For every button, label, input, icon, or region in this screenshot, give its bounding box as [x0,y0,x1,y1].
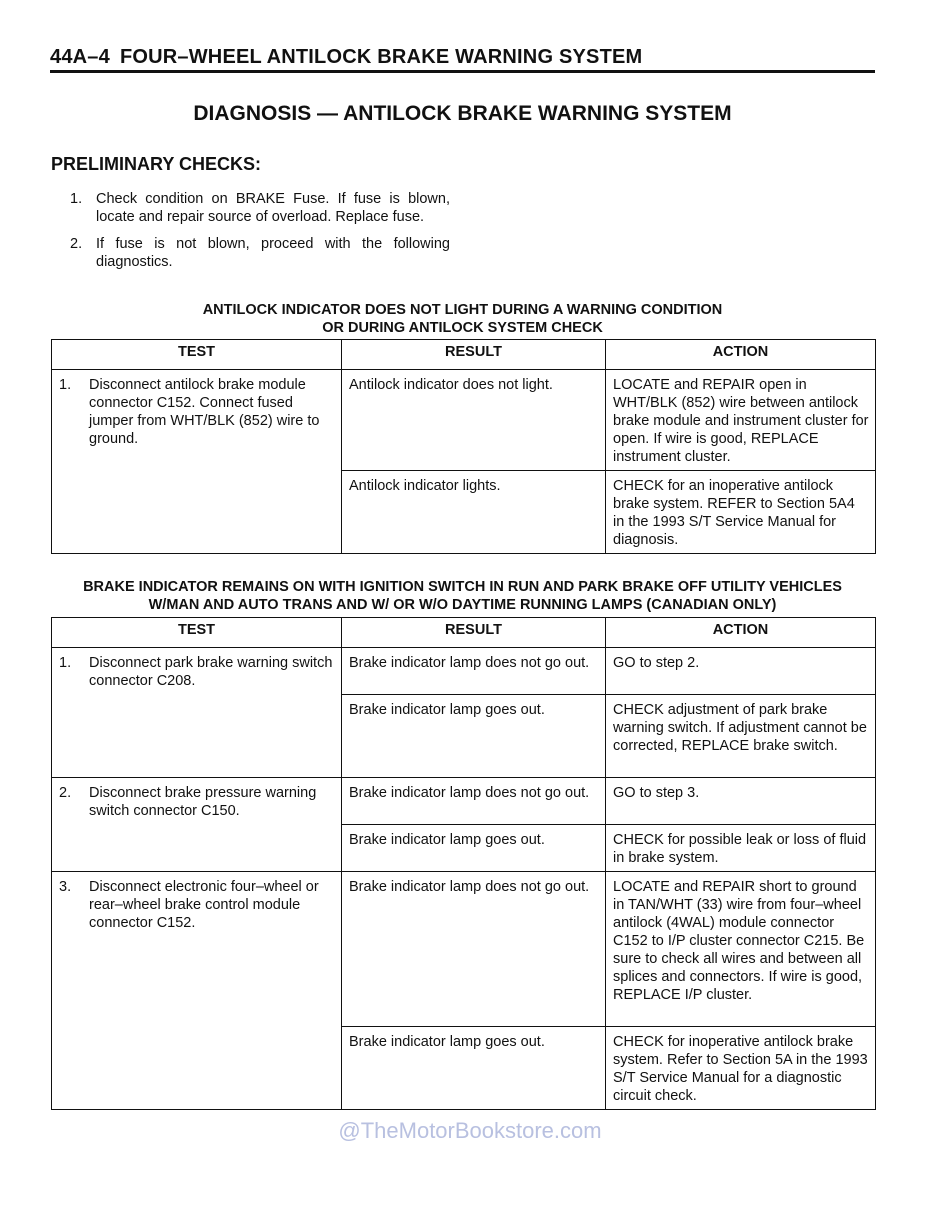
result-cell: Brake indicator lamp does not go out. [342,778,606,825]
item-text: If fuse is not blown, proceed with the following diagnostics. [96,236,450,270]
result-cell: Antilock indicator does not light. [342,370,606,471]
caption-line: ANTILOCK INDICATOR DOES NOT LIGHT DURING A WARNING CONDITION [202,302,723,318]
item-number: 1. [70,191,83,207]
action-cell: LOCATE and REPAIR open in WHT/BLK (852) wire between antilock brake module and instrument cluster for open. If wire is good, REPLACE instrument cluster. [606,370,876,471]
page-number: 44A–4 [50,46,110,68]
table2 [51,617,876,1110]
step-number: 3. [59,879,72,895]
step-test: Disconnect brake pressure warning switch connector C150. [89,785,317,819]
action-cell: CHECK adjustment of park brake warning switch. If adjustment cannot be corrected, REPLACE brake switch. [606,695,876,778]
result-cell: Brake indicator lamp does not go out. [342,872,606,1027]
action-cell: GO to step 3. [606,778,876,825]
step-number: 1. [59,655,72,671]
list-item [70,190,450,226]
table1 [51,339,876,554]
action-cell: CHECK for inoperative antilock brake system. Refer to Section 5A in the 1993 S/T Service Manual for a diagnostic circuit check. [606,1027,876,1110]
item-text: Check condition on BRAKE Fuse. If fuse is blown, locate and repair source of overload. Replace fuse. [96,191,450,225]
step-test: Disconnect antilock brake module connector C152. Connect fused jumper from WHT/BLK (852) wire to ground. [89,377,320,447]
table-header-row [52,618,876,648]
test-cell [52,778,342,872]
action-cell: CHECK for an inoperative antilock brake system. REFER to Section 5A4 in the 1993 S/T Service Manual for diagnosis. [606,471,876,554]
test-cell [52,648,342,778]
result-cell: Brake indicator lamp goes out. [342,1027,606,1110]
table-row [52,872,876,1027]
page-header [50,46,875,73]
table1-caption [50,301,875,337]
header-result: RESULT [342,618,606,648]
result-cell: Antilock indicator lights. [342,471,606,554]
table-row [52,370,876,471]
test-cell [52,872,342,1110]
action-cell: CHECK for possible leak or loss of fluid in brake system. [606,825,876,872]
preliminary-checks-title: PRELIMINARY CHECKS: [51,154,262,174]
header-test: TEST [52,340,342,370]
header-action: ACTION [606,618,876,648]
action-cell: GO to step 2. [606,648,876,695]
watermark: @TheMotorBookstore.com [338,1118,602,1143]
step-number: 1. [59,377,72,393]
table-row [52,778,876,825]
table-row [52,648,876,695]
test-cell [52,370,342,554]
header-test: TEST [52,618,342,648]
action-cell: LOCATE and REPAIR short to ground in TAN/WHT (33) wire from four–wheel antilock (4WAL) module connector C152 to I/P cluster connector C215. Be sure to check all wires and between all splices and connectors. If wire is good, REPLACE I/P cluster. [606,872,876,1027]
step-test: Disconnect electronic four–wheel or rear–wheel brake control module connector C152. [89,879,319,931]
section-title: FOUR–WHEEL ANTILOCK BRAKE WARNING SYSTEM [119,46,643,68]
caption-line: BRAKE INDICATOR REMAINS ON WITH IGNITION SWITCH IN RUN AND PARK BRAKE OFF UTILITY VEHICLES [83,579,842,595]
table2-caption [50,578,875,614]
step-number: 2. [59,785,72,801]
main-title: DIAGNOSIS — ANTILOCK BRAKE WARNING SYSTEM [193,102,732,125]
header-action: ACTION [606,340,876,370]
step-test: Disconnect park brake warning switch connector C208. [89,655,333,689]
preliminary-checks-list [70,190,450,280]
item-number: 2. [70,236,83,252]
caption-line: OR DURING ANTILOCK SYSTEM CHECK [322,320,603,336]
result-cell: Brake indicator lamp does not go out. [342,648,606,695]
header-result: RESULT [342,340,606,370]
result-cell: Brake indicator lamp goes out. [342,825,606,872]
result-cell: Brake indicator lamp goes out. [342,695,606,778]
table-header-row [52,340,876,370]
list-item [70,235,450,271]
caption-line: W/MAN AND AUTO TRANS AND W/ OR W/O DAYTIME RUNNING LAMPS (CANADIAN ONLY) [148,597,777,613]
